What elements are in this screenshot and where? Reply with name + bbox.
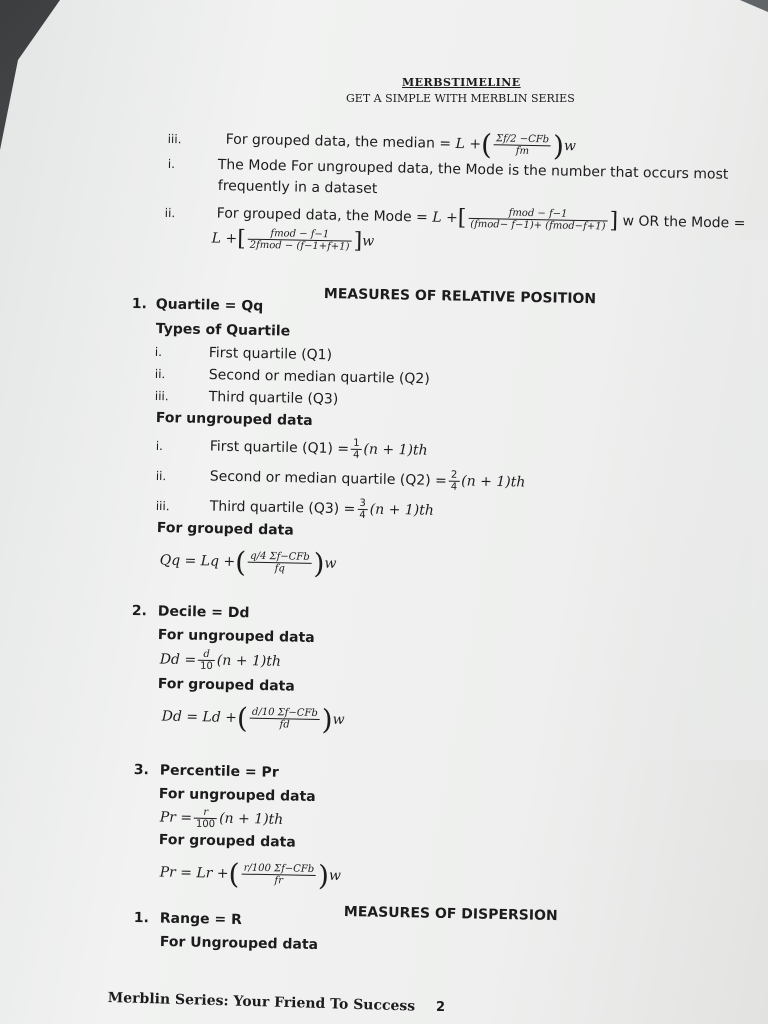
mode-alt-lhs: L + [211, 230, 238, 247]
formula-lhs: Qq = Lq + [159, 552, 236, 570]
frac-den: 4 [352, 449, 360, 461]
mode-text: The Mode For ungrouped data, the Mode is the number that occurs most [217, 156, 729, 183]
mode-alt-w: w [362, 233, 375, 250]
item-number: ii. [154, 366, 166, 382]
mode-ungrouped-line-2: frequently in a dataset [217, 178, 378, 198]
mode-fraction [468, 207, 608, 233]
section-number: 1. [133, 910, 150, 927]
item-number: i. [154, 344, 163, 360]
section-number: 2. [131, 603, 148, 620]
median-fraction [494, 133, 551, 157]
frac-den: 100 [195, 818, 216, 831]
item-text: Third quartile (Q3) = [209, 498, 356, 518]
item-number: iii. [167, 131, 182, 146]
frac-den: 4 [359, 509, 366, 522]
formula-lhs: Pr = [159, 809, 193, 827]
frac-den: fq [274, 563, 285, 575]
formula-lhs: Dd = Ld + [161, 708, 238, 726]
frac-den: 4 [450, 481, 458, 493]
percentile-title-line [134, 762, 279, 781]
mode-alt-frac-num: fmod − f−1 [248, 228, 352, 242]
median-lhs: L + [455, 136, 482, 153]
quartile-title-line [132, 296, 264, 315]
section-number: 3. [133, 762, 150, 779]
formula-w: w [328, 867, 342, 884]
fraction [250, 707, 320, 731]
item-text: Second or median quartile (Q2) = [209, 468, 448, 490]
paren-close: ) [313, 546, 325, 581]
paren-close: ) [317, 859, 330, 893]
formula-tail: (n + 1)th [216, 652, 282, 670]
mode-alt-line [212, 226, 375, 254]
frac-num: 1 [351, 438, 362, 450]
fraction [248, 551, 312, 575]
fraction [241, 863, 316, 887]
paren-open: ( [480, 128, 493, 162]
decile-title-line [132, 603, 250, 621]
bracket-close: ] [353, 228, 363, 254]
frac-num: r/100 Σf−CFb [242, 863, 317, 876]
quartile-types-label: Types of Quartile [155, 321, 291, 340]
fraction [449, 470, 460, 493]
mode-lhs: L + [432, 209, 458, 227]
fraction [357, 498, 368, 521]
quartile-type-1 [155, 344, 332, 363]
formula-w: w [324, 555, 337, 572]
range-title: Range = R [159, 910, 242, 929]
paren-open: ( [236, 701, 249, 735]
mode-frac-den: (fmod− f−1)+ (fmod−f+1) [470, 218, 606, 233]
document-title: MERBSTIMELINE [402, 76, 521, 89]
decile-ungrouped-label: For ungrouped data [157, 627, 315, 647]
page-number: 2 [436, 1000, 446, 1015]
formula-tail: (n + 1)th [363, 441, 428, 459]
mode-frac-num: fmod − f−1 [468, 207, 607, 222]
formula-tail: (n + 1)th [461, 473, 526, 491]
mode-alt-frac-den: 2fmod − (f−1+f+1) [249, 239, 350, 253]
quartile-ungrouped-label: For ungrouped data [155, 410, 313, 430]
item-number: iii. [154, 388, 169, 404]
range-ungrouped-label: For Ungrouped data [159, 934, 319, 954]
formula-lhs: Dd = [159, 651, 197, 669]
item-number: iii. [155, 498, 170, 513]
bracket-open: [ [457, 205, 467, 231]
decile-grouped-formula [161, 700, 345, 737]
percentile-title: Percentile = Pr [159, 762, 279, 781]
fraction [194, 807, 218, 830]
document-subtitle: GET A SIMPLE WITH MERBLIN SERIES [346, 92, 575, 105]
decile-grouped-label: For grouped data [157, 676, 295, 695]
range-title-line [134, 910, 242, 928]
fraction [351, 438, 362, 461]
percentile-grouped-label: For grouped data [158, 832, 296, 851]
item-number: ii. [164, 205, 176, 220]
item-number: ii. [155, 468, 167, 483]
percentile-ungrouped-label: For ungrouped data [158, 786, 316, 806]
dispersion-heading: MEASURES OF DISPERSION [343, 904, 558, 925]
bracket-close: ] [609, 208, 619, 234]
percentile-grouped-formula [159, 856, 341, 892]
paren-close: ) [321, 703, 333, 737]
median-frac-num: Σf/2 −CFb [494, 133, 551, 146]
quartile-grouped-label: For grouped data [156, 520, 294, 539]
frac-num: 2 [449, 470, 460, 482]
item-number: i. [155, 438, 164, 453]
quartile-grouped-formula [159, 544, 336, 580]
decile-ungrouped-formula [160, 648, 282, 673]
decile-title: Decile = Dd [157, 603, 250, 622]
frac-den: 10 [199, 660, 213, 673]
bracket-open: [ [236, 226, 247, 252]
formula-w: w [332, 711, 345, 729]
frac-num: d/10 Σf−CFb [250, 707, 320, 720]
item-number: i. [167, 156, 176, 172]
item-text: First quartile (Q1) = [209, 438, 350, 458]
item-text: First quartile (Q1) [208, 345, 333, 364]
mode-or: w OR the Mode = [622, 213, 746, 232]
percentile-ungrouped-formula [160, 806, 284, 831]
paren-open: ( [234, 545, 247, 579]
frac-num: d [198, 649, 215, 661]
mode-alt-fraction [248, 228, 352, 253]
quartile-title: Quartile = Qq [155, 296, 264, 315]
frac-den: fd [279, 719, 290, 731]
item-text: Third quartile (Q3) [208, 389, 339, 408]
section-number: 1. [131, 296, 148, 313]
formula-lhs: Pr = Lr + [159, 864, 229, 882]
frac-den: fr [274, 875, 284, 887]
frac-num: r [194, 807, 217, 819]
paren-close: ) [552, 129, 565, 163]
median-frac-den: fm [515, 145, 530, 157]
relative-position-heading: MEASURES OF RELATIVE POSITION [323, 286, 597, 308]
formula-tail: (n + 1)th [219, 810, 284, 828]
item-text: Second or median quartile (Q2) [208, 367, 430, 388]
paren-open: ( [228, 857, 240, 891]
formula-tail: (n + 1)th [369, 501, 435, 519]
frac-num: q/4 Σf−CFb [248, 551, 312, 564]
median-text: For grouped data, the median = [225, 131, 452, 152]
fraction [198, 649, 215, 672]
frac-num: 3 [357, 498, 368, 510]
footer-text: Merblin Series: Your Friend To Success [107, 990, 416, 1015]
mode-grouped-text: For grouped data, the Mode = [216, 205, 428, 226]
median-w: w [563, 138, 577, 155]
